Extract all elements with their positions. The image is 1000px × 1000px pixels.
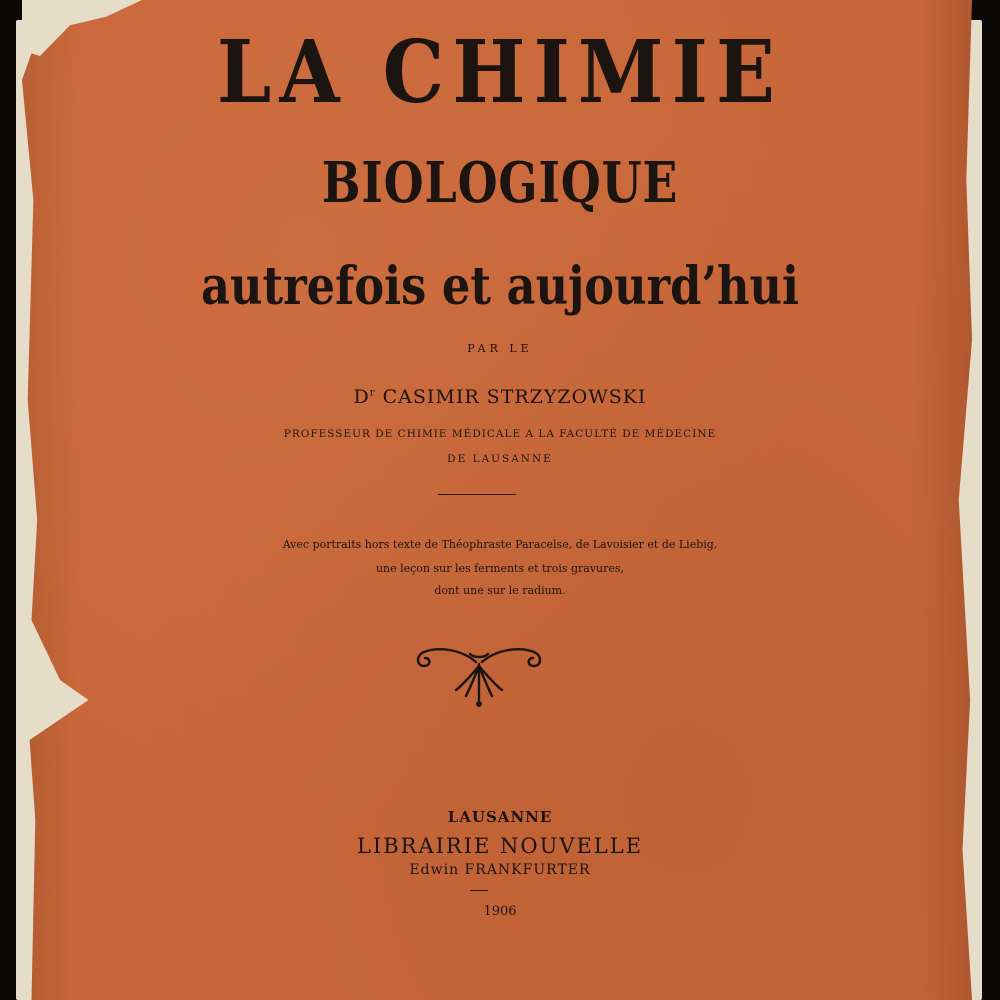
title-line-2: BIOLOGIQUE (321, 150, 679, 216)
publication-year: 1906 (483, 904, 517, 919)
author (0, 386, 1000, 408)
title-line-3: autrefois et aujourd’hui (200, 256, 800, 317)
description-line-2: une leçon sur les ferments et trois gravures, (375, 562, 625, 575)
author-prefix-sup: r (369, 387, 376, 399)
author-prefix: D (353, 386, 370, 408)
floral-ornament-icon (414, 640, 544, 710)
description-line-1: Avec portraits hors texte de Théophraste Paracelse, de Lavoisier et de Liebig, (282, 538, 718, 551)
editor-name: Edwin FRANKFURTER (409, 862, 591, 878)
par-le-label: PAR LE (467, 342, 533, 355)
affiliation-line-1: PROFESSEUR DE CHIMIE MÉDICALE A LA FACULTÉ DE MÉDECINE (283, 428, 717, 440)
affiliation-line-2: DE LAUSANNE (447, 453, 553, 465)
publisher-name: LIBRAIRIE NOUVELLE (356, 834, 644, 858)
title-line-1: LA CHIMIE (216, 22, 784, 123)
author-name: CASIMIR STRZYZOWSKI (382, 386, 647, 408)
divider-rule (438, 494, 516, 495)
description-line-3: dont une sur le radium. (434, 584, 566, 597)
publisher-city: LAUSANNE (447, 808, 553, 826)
short-divider (470, 890, 488, 891)
